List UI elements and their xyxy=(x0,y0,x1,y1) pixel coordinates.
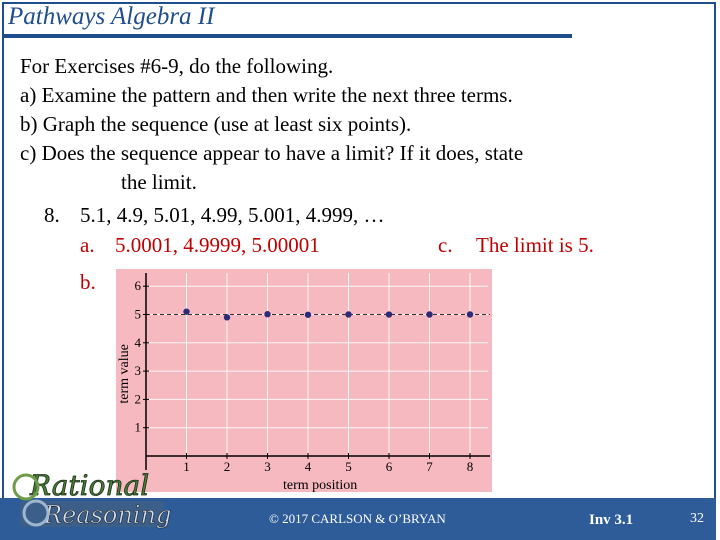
data-point xyxy=(183,308,189,314)
y-tick-label: 5 xyxy=(134,306,141,322)
exercise-sequence: 5.1, 4.9, 5.01, 4.99, 5.001, 4.999, … xyxy=(80,203,385,227)
part-a-label: a. xyxy=(80,233,95,257)
data-point xyxy=(467,311,473,317)
title-underline xyxy=(2,34,572,38)
x-axis-label: term position xyxy=(283,478,358,492)
exercise-number: 8. xyxy=(44,203,60,227)
instruction-line-1: For Exercises #6-9, do the following. xyxy=(20,54,334,78)
instruction-line-c: c) Does the sequence appear to have a limit? If it does, state xyxy=(20,141,524,165)
sequence-graph xyxy=(116,269,492,492)
x-tick-label: 6 xyxy=(385,459,393,474)
y-axis-label: term value xyxy=(117,344,132,404)
instruction-line-a: a) Examine the pattern and then write the next three terms. xyxy=(20,83,513,107)
logo-line1: Rational xyxy=(30,469,150,502)
footer-investigation: Inv 3.1 xyxy=(589,512,634,528)
data-point xyxy=(224,314,230,320)
x-tick-label: 8 xyxy=(466,459,474,474)
data-point xyxy=(386,311,392,317)
y-tick-label: 6 xyxy=(134,278,141,294)
title-bar xyxy=(2,2,572,36)
data-point xyxy=(264,311,270,317)
sequence-graph-svg xyxy=(116,269,492,492)
footer-page-number: 32 xyxy=(690,511,704,526)
x-tick-label: 5 xyxy=(345,459,352,474)
y-tick-label: 2 xyxy=(134,391,141,407)
part-c-answer: The limit is 5. xyxy=(476,233,594,257)
y-tick-label: 3 xyxy=(134,363,141,379)
instruction-line-b: b) Graph the sequence (use at least six points). xyxy=(20,112,412,136)
y-tick-label: 4 xyxy=(134,334,141,350)
instruction-line-c-cont: the limit. xyxy=(121,170,197,194)
rational-reasoning-logo xyxy=(6,463,181,535)
x-tick-label: 3 xyxy=(264,459,271,474)
x-tick-label: 7 xyxy=(426,459,433,474)
slide-title: Pathways Algebra II xyxy=(8,3,215,30)
x-tick-label: 2 xyxy=(223,459,231,474)
part-a-answer: 5.0001, 4.9999, 5.00001 xyxy=(115,233,320,257)
data-point xyxy=(305,312,311,318)
data-point xyxy=(426,311,432,317)
part-c-label: c. xyxy=(438,233,453,257)
logo-line2: Reasoning xyxy=(44,501,172,529)
data-point xyxy=(345,311,351,317)
x-tick-label: 1 xyxy=(183,459,190,474)
logo-graphic xyxy=(6,463,181,535)
part-b-label: b. xyxy=(80,270,96,294)
x-tick-label: 4 xyxy=(304,459,312,474)
footer-copyright: © 2017 CARLSON & O’BRYAN xyxy=(269,511,446,526)
y-tick-label: 1 xyxy=(134,419,141,435)
